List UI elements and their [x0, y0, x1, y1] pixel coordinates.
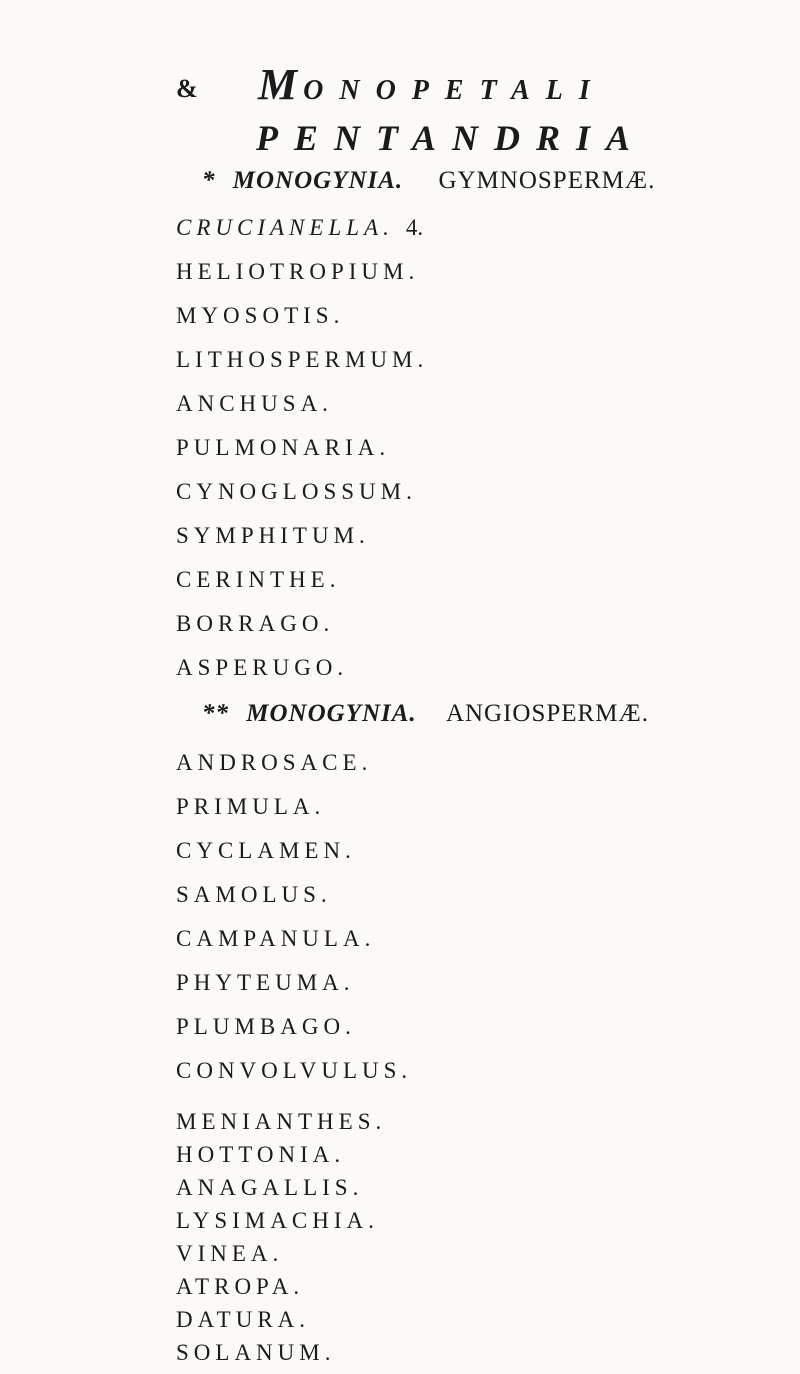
order-title: PENTANDRIA	[256, 118, 647, 158]
genus-entry: PHYTEUMA.	[176, 970, 355, 995]
genus-entry: PRIMULA.	[176, 794, 326, 819]
genus-entry: ATROPA.	[176, 1274, 305, 1299]
genus-entry: SOLANUM.	[176, 1340, 336, 1365]
genus-entry: PLUMBAGO.	[176, 1014, 356, 1039]
genus-entry: PULMONARIA.	[176, 435, 391, 460]
class-title-rest: ONOPETALI	[303, 75, 606, 106]
section-heading-angiospermae	[202, 701, 649, 726]
section-name: MONOGYNIA.	[232, 167, 404, 194]
genus-entry: ANAGALLIS.	[176, 1175, 364, 1200]
genus-entry: ASPERUGO.	[176, 655, 349, 680]
genus-entry: ANCHUSA.	[176, 391, 333, 416]
genus-entry: CYCLAMEN.	[176, 838, 356, 863]
genus-entry: SYMPHITUM.	[176, 523, 370, 548]
genus-entry: CAMPANULA.	[176, 926, 376, 951]
section-type: ANGIOSPERMÆ.	[445, 700, 649, 727]
section-marker: *	[202, 167, 216, 194]
genus-entry: CYNOGLOSSUM.	[176, 479, 417, 504]
genus-entry: ANDROSACE.	[176, 750, 373, 775]
section-type: GYMNOSPERMÆ.	[438, 167, 656, 194]
genus-entry: LITHOSPERMUM.	[176, 347, 429, 372]
genus-entry: HELIOTROPIUM.	[176, 259, 420, 284]
genus-entry: SAMOLUS.	[176, 882, 332, 907]
genus-entry: MYOSOTIS.	[176, 303, 345, 328]
genus-entry: HOTTONIA.	[176, 1142, 346, 1167]
genus-entry: LYSIMACHIA.	[176, 1208, 379, 1233]
section-name: MONOGYNIA.	[246, 700, 417, 727]
genus-entry: BORRAGO.	[176, 611, 335, 636]
genus-entry: CERINTHE.	[176, 567, 341, 592]
genus-entry: MENIANTHES.	[176, 1109, 387, 1134]
section-mark: &	[176, 74, 198, 103]
section-heading-gymnospermae	[202, 168, 655, 193]
class-title	[258, 60, 606, 109]
genus-entry: VINEA.	[176, 1241, 284, 1266]
genus-entry: CONVOLVULUS.	[176, 1058, 413, 1083]
class-title-initial: M	[258, 60, 304, 109]
genus-entry: DATURA.	[176, 1307, 311, 1332]
genus-entry	[176, 216, 423, 239]
genus-name: CRUCIANELLA.	[176, 215, 394, 240]
genus-count: 4.	[405, 215, 424, 240]
section-marker: **	[202, 700, 229, 727]
